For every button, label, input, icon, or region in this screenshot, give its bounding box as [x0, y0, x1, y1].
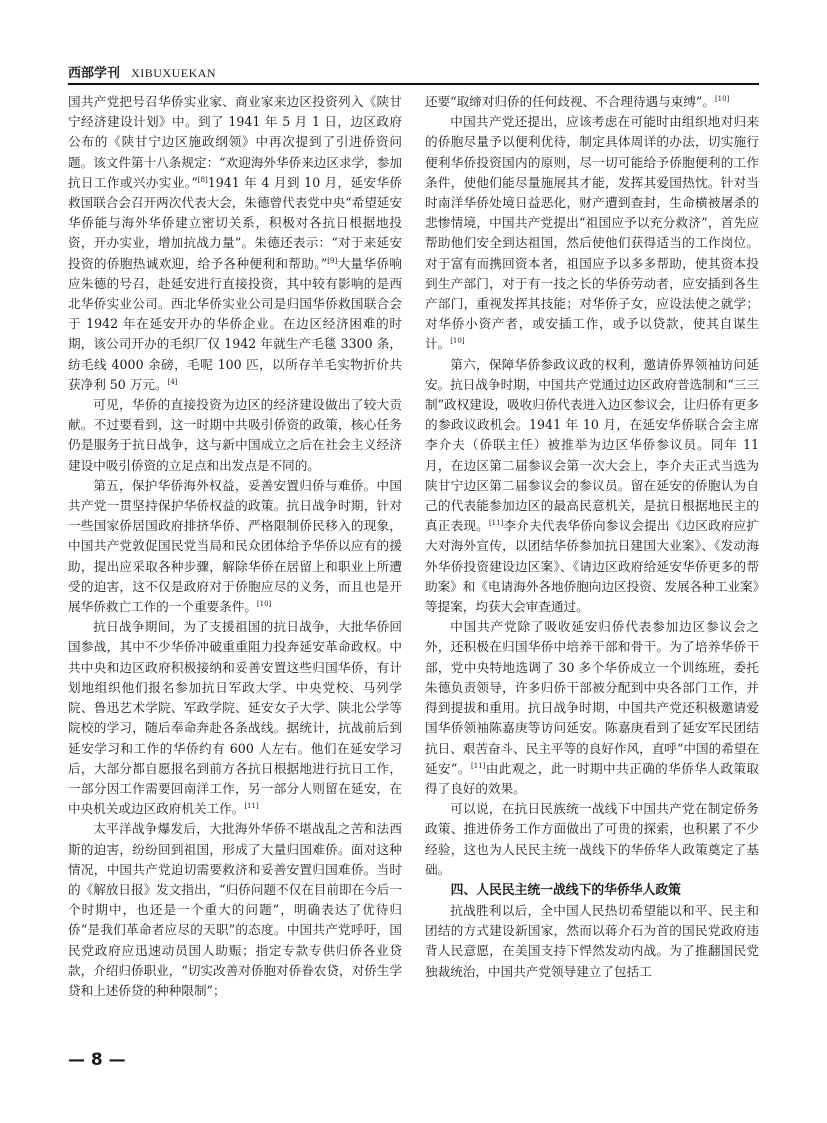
paragraph-text: 国共产党把号召华侨实业家、商业家来边区投资列入《陕甘宁经济建设计划》中。到了 1941 年 5 月 1 日，边区政府公布的《陕甘宁边区施政纲领》中再次提到了引进侨资问题。该文件第十八条规定：“欢迎海外华侨来边区求学，参加抗日工作或兴办实业。” — [68, 94, 402, 190]
paragraph-text: 1941 年 4 月到 10 月，延安华侨救国联合会召开两次代表大会，朱德曾代表党中央“希望延安华侨能与海外华侨建立密切关系，积极对各抗日根据地投资，开办实业，增加抗战力量”。朱德还表示：“对于来延安投资的侨胞热诚欢迎，给予各种便利和帮助。” — [68, 174, 402, 271]
citation-ref: [10] — [256, 599, 272, 608]
left-column — [68, 92, 402, 1042]
paragraph-text: 可见，华侨的直接投资为边区的经济建设做出了较大贡献。不过要看到，这一时期中共吸引侨资的政策，核心任务仍是服务于抗日战争，这与新中国成立之后在社会主义经济建设中吸引侨资的立足点和出发点是不同的。 — [68, 397, 402, 473]
paragraph-text: 中国共产党除了吸收延安归侨代表参加边区参议会之外，还积极在归国华侨中培养干部和骨干。为了培养华侨干部，党中央特地选调了 30 多个华侨成立一个训练班，委托朱德负责领导，许多归侨干部被分配到中央各部门工作，并得到提拔和重用。抗日战争时期，中国共产党还积极邀请爱国华侨领袖陈嘉庚等访问延安。陈嘉庚看到了延安军民团结抗日、艰苦奋斗、民主平等的良好作风，直呼“中国的希望在延安”。 — [425, 619, 759, 776]
paragraph-text: 第六，保障华侨参政议政的权利，邀请侨界领袖访问延安。抗日战争时期，中国共产党通过边区政府普选制和“三三制”政权建设，吸收归侨代表进入边区参议会，让归侨有更多的参政议政机会。1941 年 10 月，在延安华侨联合会主席李介夫（侨联主任）被推举为边区华侨参议员。同年 11 月，在边区第二届参议会第一次大会上，李介夫正式当选为陕甘宁边区第二届参议会的参议员。留在延安的侨胞认为自己的代表能参加边区的最高民意机关，是抗日根据地民主的真正表现。 — [425, 356, 759, 534]
paragraph-text: 由此观之，此一时期中共正确的华侨华人政策取得了良好的效果。 — [425, 760, 759, 796]
paragraph-text: 中国共产党还提出，应该考虑在可能时由组织地对归来的侨胞尽量予以便利优待，制定具体周详的办法，切实施行便利华侨投资国内的原则，尽一切可能给予侨胞便利的工作条件，使他们能尽量施展其才能，发挥其爱国热忱。针对当时南洋华侨处境日益恶化，财产遭到查封，生命横被屠杀的悲惨情境，中国共产党提出“祖国应予以充分救济”，首先应帮助他们安全到达祖国，然后使他们获得适当的工作岗位。对于富有而携回资本者，祖国应予以多多帮助，使其资本投到生产部门，对于有一技之长的华侨劳动者，应安插到各生产部门，重视发挥其技能；对华侨子女，应设法使之就学；对华侨小资产者，或安插工作，或予以贷款，使其自谋生计。 — [425, 114, 759, 352]
paragraph — [68, 92, 402, 395]
citation-ref: [10] — [450, 337, 465, 346]
journal-name: 西部学刊 — [68, 66, 121, 81]
citation-ref: [8] — [197, 175, 208, 184]
paragraph-text: 抗日战争期间，为了支援祖国的抗日战争，大批华侨回国参战，其中不少华侨冲破重重阻力投奔延安革命政权。中共中央和边区政府积极接纳和妥善安置这些归国华侨，有计划地组织他们报名参加抗日军政大学、中央党校、马列学院、鲁迅艺术学院、军政学院、延安女子大学、陕北公学等院校的学习，随后奉命奔赴各条战线。据统计，抗战前后到延安学习和工作的华侨约有 600 人左右。他们在延安学习后，大部分都自愿报名到前方各抗日根据地进行抗日工作，一部分因工作需要回南洋工作，另一部分人则留在延安，在中央机关或边区政府机关工作。 — [68, 619, 402, 817]
paragraph — [425, 799, 759, 880]
citation-ref: [10] — [714, 94, 730, 103]
page-number: — 8 — — [68, 1050, 126, 1070]
paragraph-text: 太平洋战争爆发后，大批海外华侨不堪战乱之苦和法西斯的迫害，纷纷回到祖国，形成了大量归国难侨。面对这种情况，中国共产党迫切需要救济和妥善安置归国难侨。当时的《解放日报》发文指出，“归侨问题不仅在目前即在今后一个时期中，也还是一个重大的问题”，明确表达了优待归侨“是我们革命者应尽的天职”的态度。中国共产党呼吁，国民党政府应迅速动员国人助赈；指定专款专供归侨各业贷款，介绍归侨职业，“切实改善对侨胞对侨眷农贷，对侨生学贷和上述侨贷的种种限制”； — [68, 821, 402, 998]
header-rule — [68, 83, 759, 85]
paragraph — [68, 476, 402, 617]
paragraph-text: 还要“取缔对归侨的任何歧视、不合理待遇与束缚”。 — [425, 94, 715, 109]
paragraph — [425, 92, 759, 112]
paragraph — [425, 617, 759, 799]
journal-roman-name: XIBUXUEKAN — [131, 66, 217, 80]
paragraph-text: 抗战胜利以后，全中国人民热切希望能以和平、民主和团结的方式建设新国家，然而以蒋介石为首的国民党政府违背人民意愿，在美国支持下悍然发动内战。为了推翻国民党独裁统治，中国共产党领导建立了包括工 — [425, 902, 759, 979]
paragraph-text: 第五，保护华侨海外权益，妥善安置归侨与难侨。中国共产党一贯坚持保护华侨权益的政策。抗日战争时期，针对一些国家侨居国政府排挤华侨、严格限制侨民移入的现象，中国共产党敦促国民党当局和民众团体给予华侨以应有的援助，提出应采取各种步骤，解除华侨在居留上和职业上所遭受的迫害，这不仅是政府对于侨胞应尽的义务，而且也是开展华侨救亡工作的一个重要条件。 — [68, 477, 402, 615]
citation-ref: [9] — [327, 256, 338, 265]
paragraph-text: 可以说，在抗日民族统一战线下中国共产党在制定侨务政策、推进侨务工作方面做出了可贵的探索，也积累了不少经验，这也为人民民主统一战线下的华侨华人政策奠定了基础。 — [425, 801, 759, 877]
citation-ref: [11] — [470, 761, 486, 770]
citation-ref: [11] — [488, 519, 504, 528]
paragraph-text: 大量华侨响应朱德的号召，赴延安进行直接投资，其中较有影响的是西北华侨实业公司。西北华侨实业公司是归国华侨救国联合会于 1942 年在延安开办的华侨企业。在边区经济困难的时期，该公司开办的毛织厂仅 1942 年就生产毛毯 3300 条，纺毛线 4000 余磅，毛呢 100 匹，以所存羊毛实物折价共获净利 50 万元。 — [68, 255, 402, 392]
right-column — [425, 92, 759, 1042]
paragraph — [425, 112, 759, 354]
citation-ref: [11] — [244, 801, 259, 810]
paragraph — [68, 395, 402, 476]
paragraph — [425, 355, 759, 618]
paragraph — [425, 901, 759, 982]
paragraph — [68, 819, 402, 1001]
paragraph-text: 李介夫代表华侨向参议会提出《边区政府应扩大对海外宣传，以团结华侨参加抗日建国大业案》、《发动海外华侨投资建设边区案》、《请边区政府给延安华侨更多的帮助案》和《电请海外各地侨胞向边区投资、发展各种工业案》等提案，均获大会审查通过。 — [425, 518, 759, 615]
paragraph — [68, 617, 402, 819]
section-heading: 四、人民民主统一战线下的华侨华人政策 — [450, 882, 681, 898]
citation-ref: [4] — [167, 377, 178, 386]
